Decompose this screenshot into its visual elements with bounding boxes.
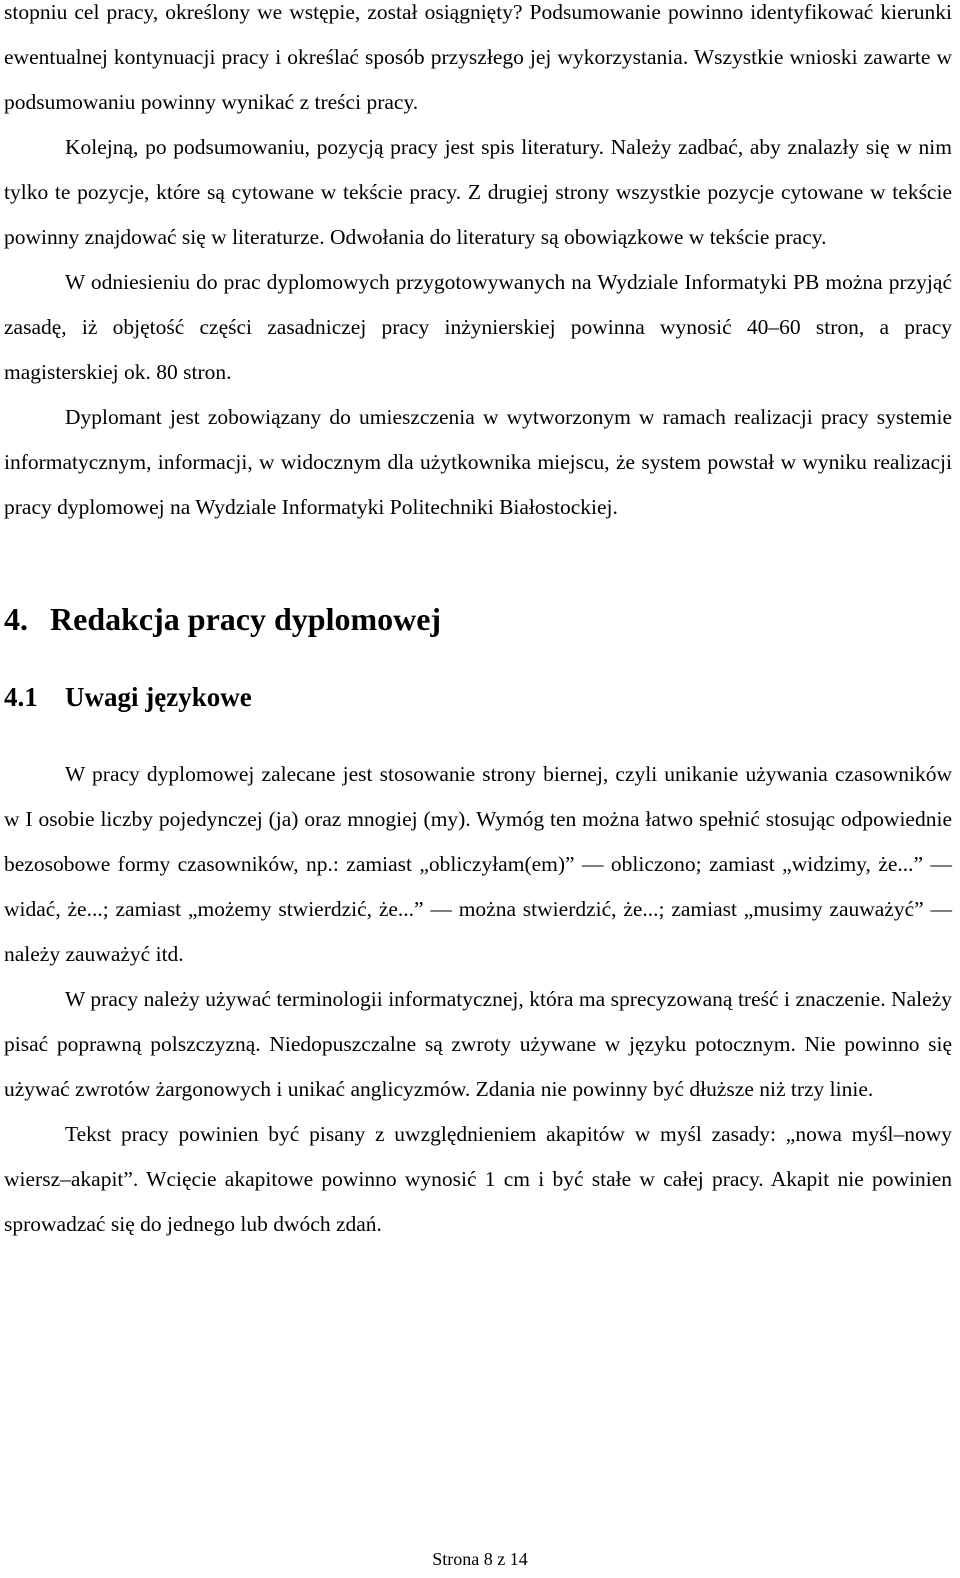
section-number: 4. [4,601,28,637]
paragraph-passive-voice: W pracy dyplomowej zalecane jest stosowanie strony biernej, czyli unikanie używania czasowników w I osobie liczby pojedynczej (ja) oraz mnogiej (my). Wymóg ten można łatwo spełnić stosując odpowiednie bezosobowe formy czasowników, np.: zamiast „obliczyłam(em)” — obliczono; zamiast „widzimy, że...” — widać, że...; zamiast „możemy stwierdzić, że...” — można stwierdzić, że...; zamiast „musimy zauważyć” — należy zauważyć itd. [4,762,952,966]
subsection-title: Uwagi językowe [65,682,252,712]
subsection-number: 4.1 [4,682,38,712]
page-footer [0,1547,960,1571]
section-title: Redakcja pracy dyplomowej [50,601,442,637]
paragraph-continuation: stopniu cel pracy, określony we wstępie, został osiągnięty? Podsumowanie powinno identyfikować kierunki ewentualnej kontynuacji pracy i określać sposób przyszłego jej wykorzystania. Wszystkie wnioski zawarte w podsumowaniu powinny wynikać z treści pracy. [4,0,952,114]
subsection-heading [4,679,952,715]
section-heading [4,599,952,639]
paragraph-indentation: Tekst pracy powinien być pisany z uwzględnieniem akapitów w myśl zasady: „nowa myśl–nowy wiersz–akapit”. Wcięcie akapitowe powinno wynosić 1 cm i być stałe w całej pracy. Akapit nie powinien sprowadzać się do jednego lub dwóch zdań. [4,1122,952,1236]
document-page [4,0,952,1247]
page-number: Strona 8 z 14 [432,1549,528,1569]
paragraph-terminology: W pracy należy używać terminologii informatycznej, która ma sprecyzowaną treść i znaczenie. Należy pisać poprawną polszczyzną. Niedopuszczalne są zwroty używane w języku potocznym. Nie powinno się używać zwrotów żargonowych i unikać anglicyzmów. Zdania nie powinny być dłuższe niż trzy linie. [4,987,952,1101]
paragraph-bibliography: Kolejną, po podsumowaniu, pozycją pracy jest spis literatury. Należy zadbać, aby znalazły się w nim tylko te pozycje, które są cytowane w tekście pracy. Z drugiej strony wszystkie pozycje cytowane w tekście powinny znajdować się w literaturze. Odwołania do literatury są obowiązkowe w tekście pracy. [4,135,952,249]
paragraph-page-count: W odniesieniu do prac dyplomowych przygotowywanych na Wydziale Informatyki PB można przyjąć zasadę, iż objętość części zasadniczej pracy inżynierskiej powinna wynosić 40–60 stron, a pracy magisterskiej ok. 80 stron. [4,270,952,384]
paragraph-system-info: Dyplomant jest zobowiązany do umieszczenia w wytworzonym w ramach realizacji pracy systemie informatycznym, informacji, w widocznym dla użytkownika miejscu, że system powstał w wyniku realizacji pracy dyplomowej na Wydziale Informatyki Politechniki Białostockiej. [4,405,952,519]
